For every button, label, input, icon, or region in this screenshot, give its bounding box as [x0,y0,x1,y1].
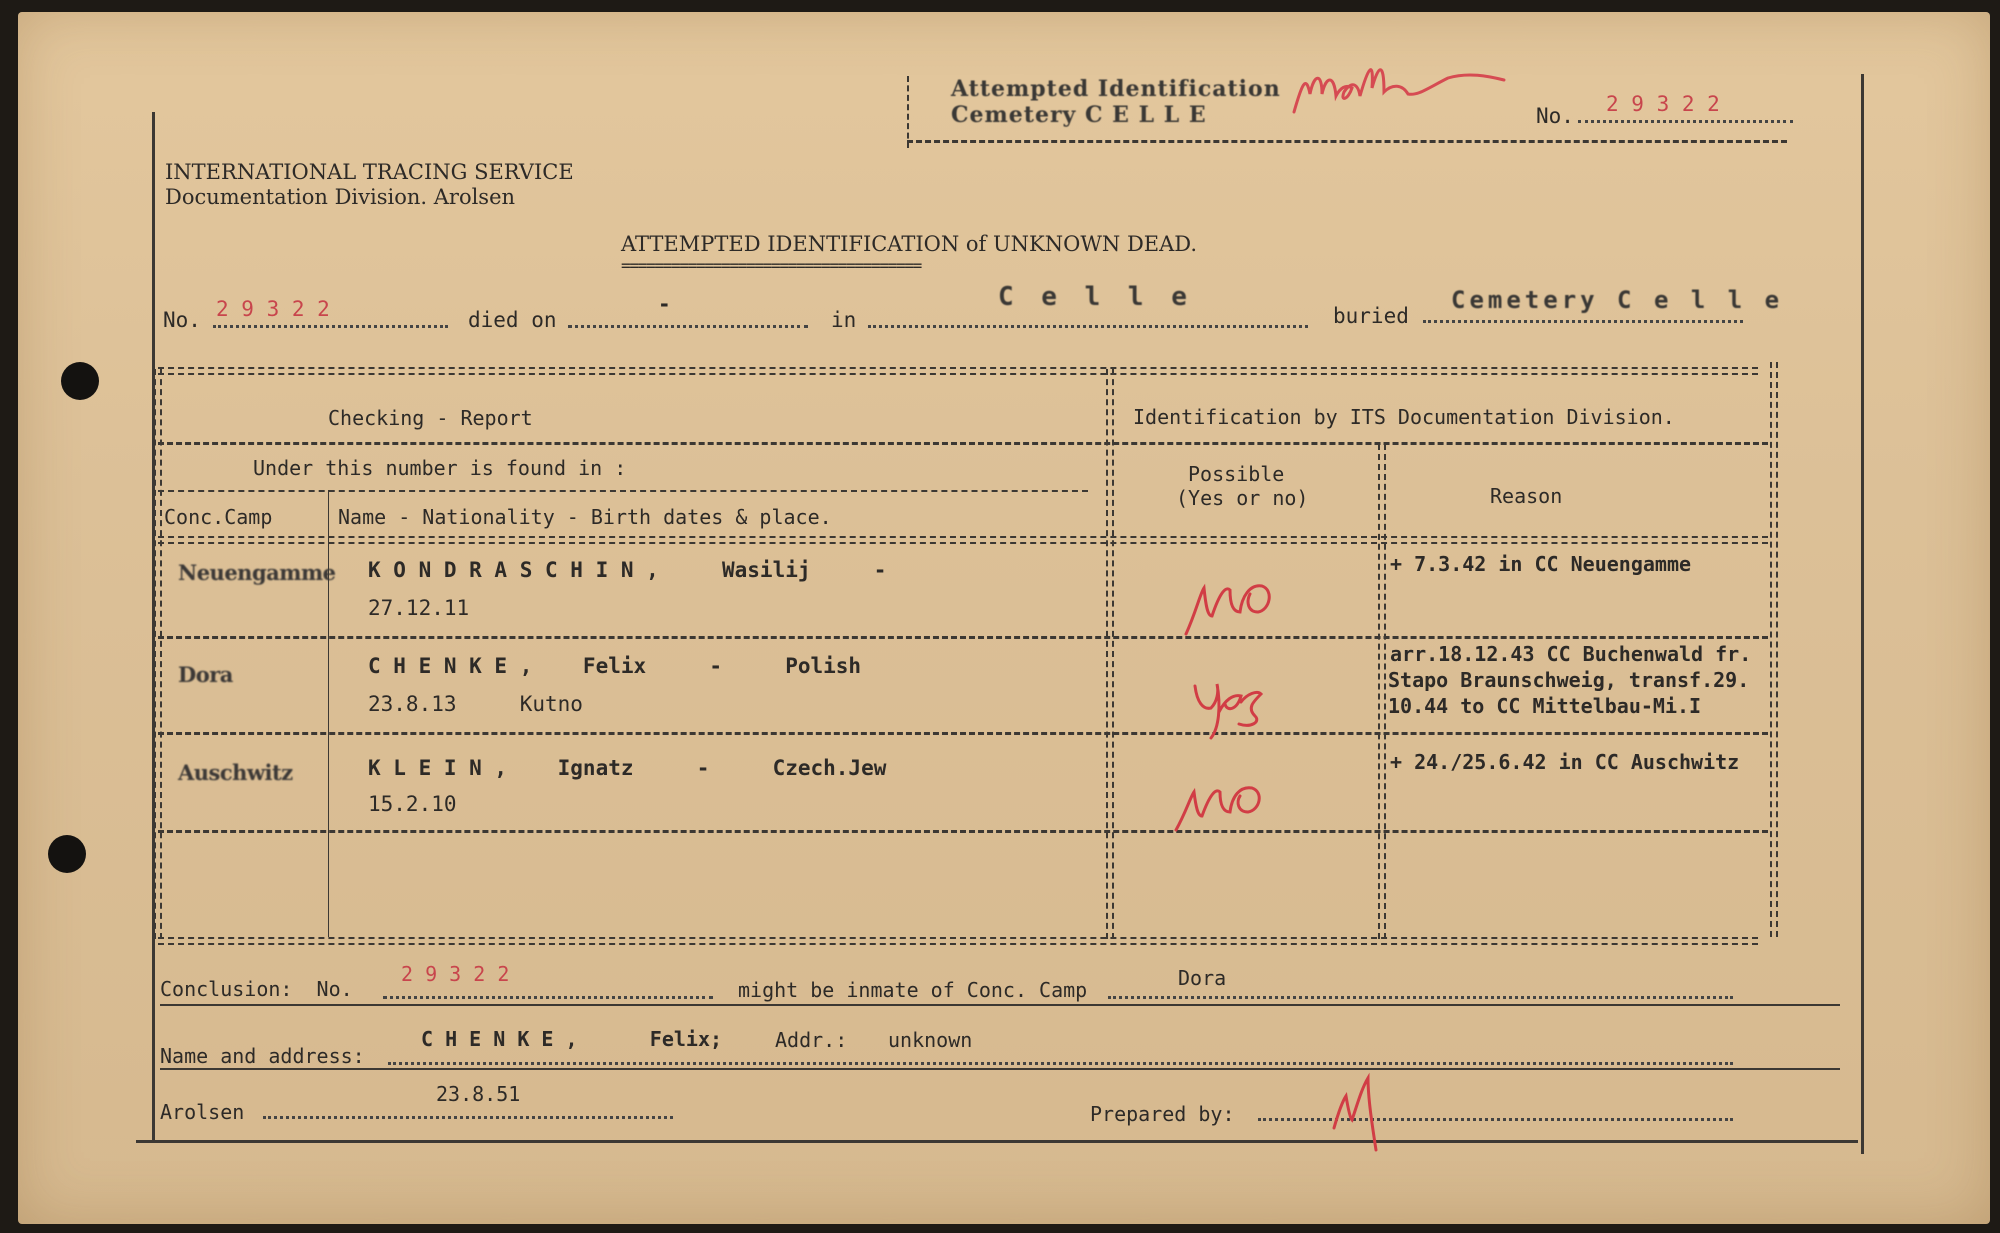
row-camp: Neuengamme [178,560,336,585]
header-possible-1: Possible [1188,462,1285,486]
table-divider-reason [1378,444,1386,939]
record-no-value: 2 9 3 2 2 [216,297,330,321]
document-card [18,12,1990,1224]
conclusion-rule [160,1004,1840,1006]
row-reason-line3: 10.44 to CC Mittelbau-Mi.I [1388,694,1702,718]
record-no-label: No. [163,308,201,332]
stamp-attempted-identification: Attempted Identification [951,76,1281,102]
row-camp: Dora [178,662,233,687]
org-line-2: Documentation Division. Arolsen [165,185,516,209]
header-no-dotline [1578,120,1793,123]
buried-label: buried [1333,304,1409,328]
row-name-line1: K L E I N , Ignatz - Czech.Jew [368,756,887,780]
org-line-1: INTERNATIONAL TRACING SERVICE [165,160,574,184]
prepared-by-label: Prepared by: [1090,1102,1235,1126]
header-no-label: No. [1536,104,1574,128]
document-title: ATTEMPTED IDENTIFICATION of UNKNOWN DEAD. [621,232,1198,256]
table-header-sep-1 [158,442,1768,445]
row-name-line2: 23.8.13 Kutno [368,692,583,716]
punch-hole [48,835,86,873]
table-divider-camp [328,490,329,937]
table-top-border [158,367,1758,375]
buried-dotline [1423,320,1743,323]
died-on-dotline [568,325,808,328]
row-name-line1: K O N D R A S C H I N , Wasilij - [368,558,887,582]
table-right-border [1770,362,1778,937]
conclusion-camp-value: Dora [1178,966,1227,990]
buried-value: Cemetery C e l l e [1451,286,1784,314]
header-under-number: Under this number is found in : [253,456,627,480]
table-left-border [154,369,162,939]
frame-bottom-line [136,1140,1858,1143]
stamp-box-left [907,76,909,148]
table-row-sep-1 [158,636,1768,639]
stamp-box-bottom [907,140,1787,143]
name-address-value: C H E N K E , Felix; [421,1027,723,1051]
table-header-sep-2 [158,536,1768,544]
footer-date-dotline [263,1116,673,1119]
in-dotline [868,325,1308,328]
row-name-line2: 27.12.11 [368,596,470,620]
row-name-line2: 15.2.10 [368,792,457,816]
name-address-label: Name and address: [160,1044,365,1068]
stamp-cemetery-celle: Cemetery C E L L E [951,102,1207,128]
header-no-value: 2 9 3 2 2 [1606,92,1720,116]
frame-right-line [1861,74,1864,1154]
died-on-value: - [658,292,671,316]
name-address-rule [160,1068,1840,1070]
handwritten-no-2 [1168,768,1278,838]
table-header-sep-left [158,490,1088,492]
handwritten-malle [1288,54,1508,124]
header-checking-report: Checking - Report [328,406,533,430]
addr-label: Addr.: [775,1028,848,1052]
header-conc-camp: Conc.Camp [164,505,273,529]
in-label: in [831,308,857,332]
handwritten-yes [1181,672,1271,747]
table-row-sep-2 [158,732,1768,735]
row-reason-line1: + 7.3.42 in CC Neuengamme [1390,552,1692,576]
died-on-label: died on [468,308,557,332]
conclusion-no-value: 2 9 3 2 2 [401,962,510,986]
header-reason: Reason [1490,484,1563,508]
conclusion-camp-dotline [1108,996,1733,999]
handwritten-initial-m [1324,1068,1394,1158]
row-camp: Auschwitz [178,760,293,785]
addr-value: unknown [888,1028,973,1052]
table-bottom-border [158,937,1758,945]
table-row-sep-3 [158,830,1768,833]
footer-place: Arolsen [160,1100,245,1124]
record-no-dotline [213,325,448,328]
row-name-line1: C H E N K E , Felix - Polish [368,654,862,678]
handwritten-no-1 [1178,564,1288,639]
conclusion-no-dotline [383,996,713,999]
punch-hole [61,362,99,400]
conclusion-label: Conclusion: No. [160,977,353,1001]
table-divider-main [1106,369,1114,939]
row-reason-line1: arr.18.12.43 CC Buchenwald fr. [1390,642,1752,666]
header-identification: Identification by ITS Documentation Division. [1133,405,1675,429]
header-possible-2: (Yes or no) [1176,486,1309,510]
title-underline: ==================================== [621,256,921,275]
row-reason-line2: Stapo Braunschweig, transf.29. [1388,668,1750,692]
footer-date: 23.8.51 [436,1082,521,1106]
conclusion-middle: might be inmate of Conc. Camp [738,978,1088,1002]
header-name: Name - Nationality - Birth dates & place. [338,505,832,529]
in-value: C e l l e [998,282,1193,312]
row-reason-line1: + 24./25.6.42 in CC Auschwitz [1390,750,1740,774]
name-address-dotline [388,1062,1733,1065]
